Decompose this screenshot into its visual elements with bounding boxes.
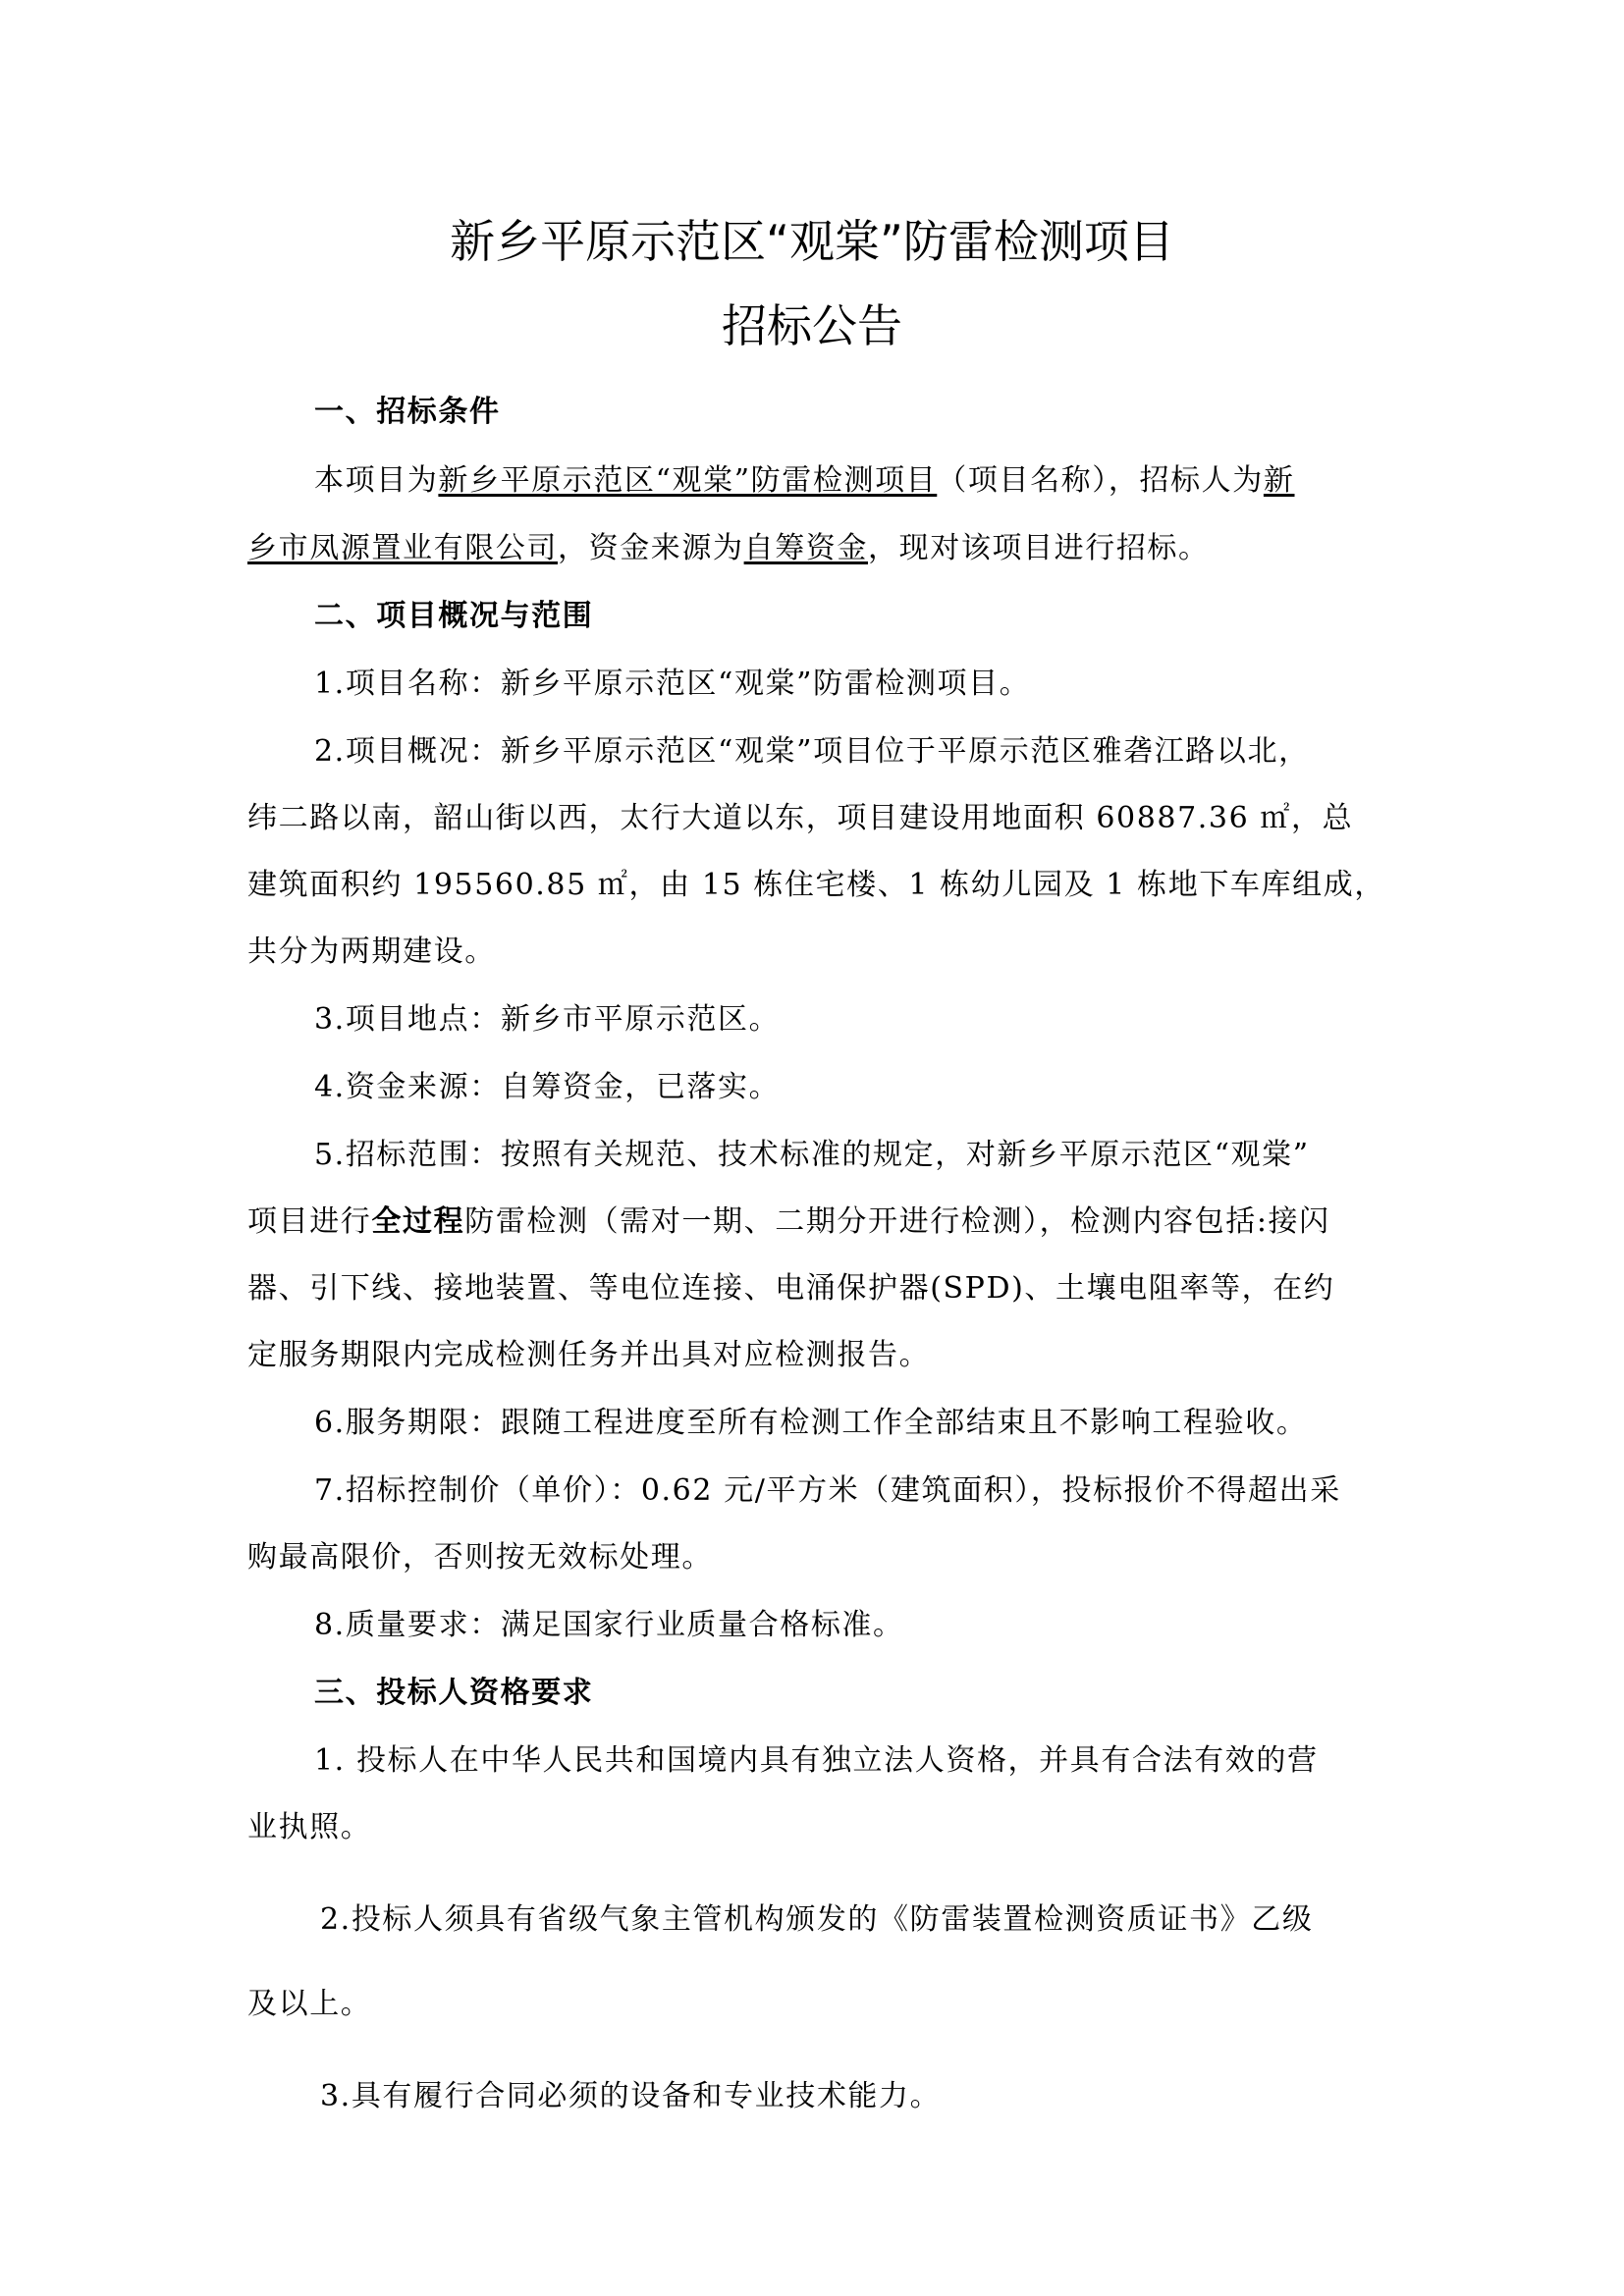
section-heading-1: 一、招标条件 [314,395,501,429]
list-item: 1.项目名称：新乡平原示范区“观棠”防雷检测项目。 [314,667,1031,701]
document-subtitle: 招标公告 [722,299,902,352]
list-item-continuation: 购最高限价，否则按无效标处理。 [247,1540,713,1575]
list-item: 1. 投标人在中华人民共和国境内具有独立法人资格，并具有合法有效的营 [314,1743,1319,1778]
list-item: 6.服务期限：跟随工程进度至所有检测工作全部结束且不影响工程验收。 [314,1406,1308,1440]
text: （项目名称），招标人为 [937,463,1264,498]
list-item: 8.质量要求：满足国家行业质量合格标准。 [314,1608,904,1642]
tenderer-name: 乡市凤源置业有限公司 [247,531,558,565]
list-item: 4.资金来源：自筹资金，已落实。 [314,1070,781,1104]
section-heading-2: 二、项目概况与范围 [314,599,594,633]
list-item-continuation: 业执照。 [247,1810,372,1844]
list-item: 3.项目地点：新乡市平原示范区。 [314,1002,781,1037]
list-item-continuation: 纬二路以南，韶山街以西，太行大道以东，项目建设用地面积 60887.36 ㎡，总 [247,801,1354,835]
list-item-continuation [247,1201,1330,1244]
text: 项目进行 [247,1204,372,1239]
project-name: 新乡平原示范区“观棠”防雷检测项目 [438,463,938,498]
list-item: 2.项目概况：新乡平原示范区“观棠”项目位于平原示范区雅砻江路以北， [314,734,1310,769]
list-item-continuation: 及以上。 [247,1987,372,2021]
section-heading-3: 三、投标人资格要求 [314,1676,594,1710]
tenderer-name: 新 [1263,463,1295,498]
section1-paragraph-line2 [247,527,1210,570]
document-title: 新乡平原示范区“观棠”防雷检测项目 [450,215,1174,268]
text: 防雷检测（需对一期、二期分开进行检测），检测内容包括:接闪 [464,1204,1330,1239]
list-item-continuation: 共分为两期建设。 [247,934,496,969]
text: ，现对该项目进行招标。 [868,531,1210,565]
list-item: 5.招标范围：按照有关规范、技术标准的规定，对新乡平原示范区“观棠” [314,1138,1310,1172]
list-item: 2.投标人须具有省级气象主管机构颁发的《防雷装置检测资质证书》乙级 [320,1902,1314,1937]
text: 本项目为 [314,463,439,498]
list-item: 3.具有履行合同必须的设备和专业技术能力。 [320,2079,942,2113]
text: ，资金来源为 [558,531,744,565]
fund-source: 自筹资金 [743,531,869,565]
emphasis-text: 全过程 [371,1204,465,1239]
list-item-continuation: 定服务期限内完成检测任务并出具对应检测报告。 [247,1338,931,1372]
list-item-continuation: 器、引下线、接地装置、等电位连接、电涌保护器(SPD)、土壤电阻率等，在约 [247,1271,1335,1306]
section1-paragraph-line1 [314,459,1295,503]
list-item: 7.招标控制价（单价）：0.62 元/平方米（建筑面积），投标报价不得超出采 [314,1473,1341,1508]
list-item-continuation: 建筑面积约 195560.85 ㎡，由 15 栋住宅楼、1 栋幼儿园及 1 栋地下车库组成， [247,868,1385,902]
